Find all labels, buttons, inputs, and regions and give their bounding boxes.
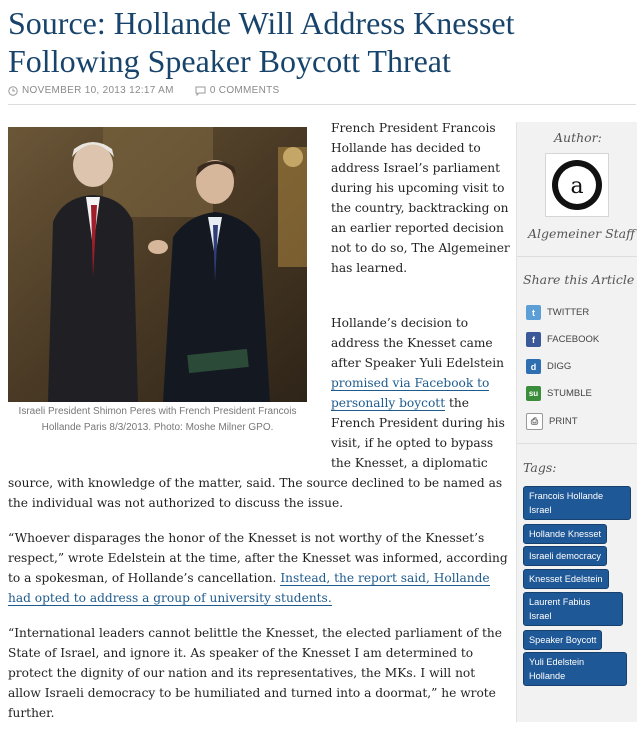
- paragraph-3: [8, 528, 508, 608]
- header-divider: [8, 104, 636, 105]
- sidebar: [516, 122, 637, 722]
- sidebar-divider-2: [517, 443, 637, 444]
- tag-label-line2: Israel: [529, 611, 552, 621]
- stumbleupon-icon: su: [526, 386, 541, 401]
- share-twitter-label: TWITTER: [547, 307, 590, 318]
- tag-label: Hollande Knesset: [529, 529, 602, 539]
- tag-laurent-fabius-israel[interactable]: [523, 592, 623, 626]
- tag-label-line2: Hollande: [529, 671, 566, 681]
- tag-label: Laurent Fabius: [529, 597, 591, 607]
- clock-icon: [8, 86, 18, 96]
- share-stumble[interactable]: [526, 386, 592, 401]
- author-avatar[interactable]: [545, 153, 609, 217]
- share-twitter[interactable]: [526, 305, 589, 320]
- paragraph-2: [331, 313, 511, 473]
- tag-label: Knesset Edelstein: [529, 574, 603, 584]
- digg-icon: d: [526, 359, 541, 374]
- tags-heading: Tags:: [523, 460, 557, 475]
- share-print[interactable]: [526, 413, 578, 430]
- tag-speaker-boycott[interactable]: [523, 630, 602, 650]
- tag-francois-hollande-israel[interactable]: [523, 486, 631, 520]
- tag-knesset-edelstein[interactable]: [523, 569, 609, 589]
- facebook-icon: f: [526, 332, 541, 347]
- paragraph-2-continued: source, with knowledge of the matter, said. The source declined to be named as the individual was not authorized to discuss the issue.: [8, 476, 503, 510]
- twitter-icon: t: [526, 305, 541, 320]
- paragraph-2-lead: Hollande’s decision to address the Knesset came after Speaker Yuli Edelstein: [331, 316, 504, 370]
- post-date: NOVEMBER 10, 2013 12:17 AM: [22, 85, 174, 96]
- tag-label: Speaker Boycott: [529, 635, 597, 645]
- paragraph-3-lead: “Whoever disparages the honor of the Knesset is not worthy of the Knesset’s respect,” wrote Edelstein at the time, after the Knesset was informed, according to a spokesman, of Hollande’s cancellation.: [8, 531, 508, 585]
- article-photo: [8, 127, 307, 402]
- tag-label: Yuli Edelstein: [529, 657, 585, 667]
- share-facebook-label: FACEBOOK: [547, 334, 600, 345]
- tag-israeli-democracy[interactable]: [523, 546, 607, 566]
- author-name[interactable]: Algemeiner Staff: [528, 226, 635, 241]
- sidebar-divider: [517, 256, 637, 257]
- tag-label: Francois Hollande: [529, 491, 604, 501]
- share-digg[interactable]: [526, 359, 571, 374]
- article-meta: [8, 85, 628, 99]
- date-item: [8, 85, 174, 96]
- photo-caption: Israeli President Shimon Peres with French President Francois Hollande Paris 8/3/2013. Photo: Moshe Milner GPO.: [18, 406, 297, 433]
- paragraph-4: “International leaders cannot belittle the Knesset, the elected parliament of the State of Israel, and ignore it. As speaker of the Knesset I am determined to protect the dignity of our nation and its representatives, the MKs. I will not allow Israeli democracy to be humiliated and turned into a doormat,” he wrote further.: [8, 626, 502, 720]
- comments-link[interactable]: [195, 85, 280, 96]
- author-heading: Author:: [554, 130, 602, 145]
- paragraph-1: French President Francois Hollande has decided to address Israel’s parliament during his upcoming visit to the country, backtracking on an earlier reported decision not to do so, The Algemeiner has learned.: [331, 121, 510, 275]
- share-digg-label: DIGG: [547, 361, 572, 372]
- share-heading: Share this Article: [523, 272, 635, 287]
- share-stumble-label: STUMBLE: [547, 388, 592, 399]
- tag-label-line2: Israel: [529, 505, 552, 515]
- facebook-boycott-link[interactable]: promised via Facebook to personally boycott: [331, 376, 490, 410]
- algemeiner-logo-icon: [546, 154, 608, 216]
- tag-yuli-edelstein-hollande[interactable]: [523, 652, 627, 686]
- print-icon: ⎙: [526, 413, 543, 430]
- tag-hollande-knesset[interactable]: [523, 524, 607, 544]
- share-facebook[interactable]: [526, 332, 599, 347]
- photo-illustration: [8, 127, 307, 402]
- share-print-label: PRINT: [549, 416, 578, 427]
- comments-count: 0 COMMENTS: [209, 85, 280, 96]
- tag-label: Israeli democracy: [529, 551, 601, 561]
- university-students-link[interactable]: Instead, the report said, Hollande had opted to address a group of university students.: [8, 571, 490, 605]
- article-title: Source: Hollande Will Address Knesset Following Speaker Boycott Threat: [8, 5, 515, 79]
- paragraph-2-tail: the French President during his visit, if he opted to bypass the Knesset, a diplomatic: [331, 396, 505, 470]
- svg-text:a: a: [570, 174, 584, 199]
- comment-icon: [195, 86, 206, 96]
